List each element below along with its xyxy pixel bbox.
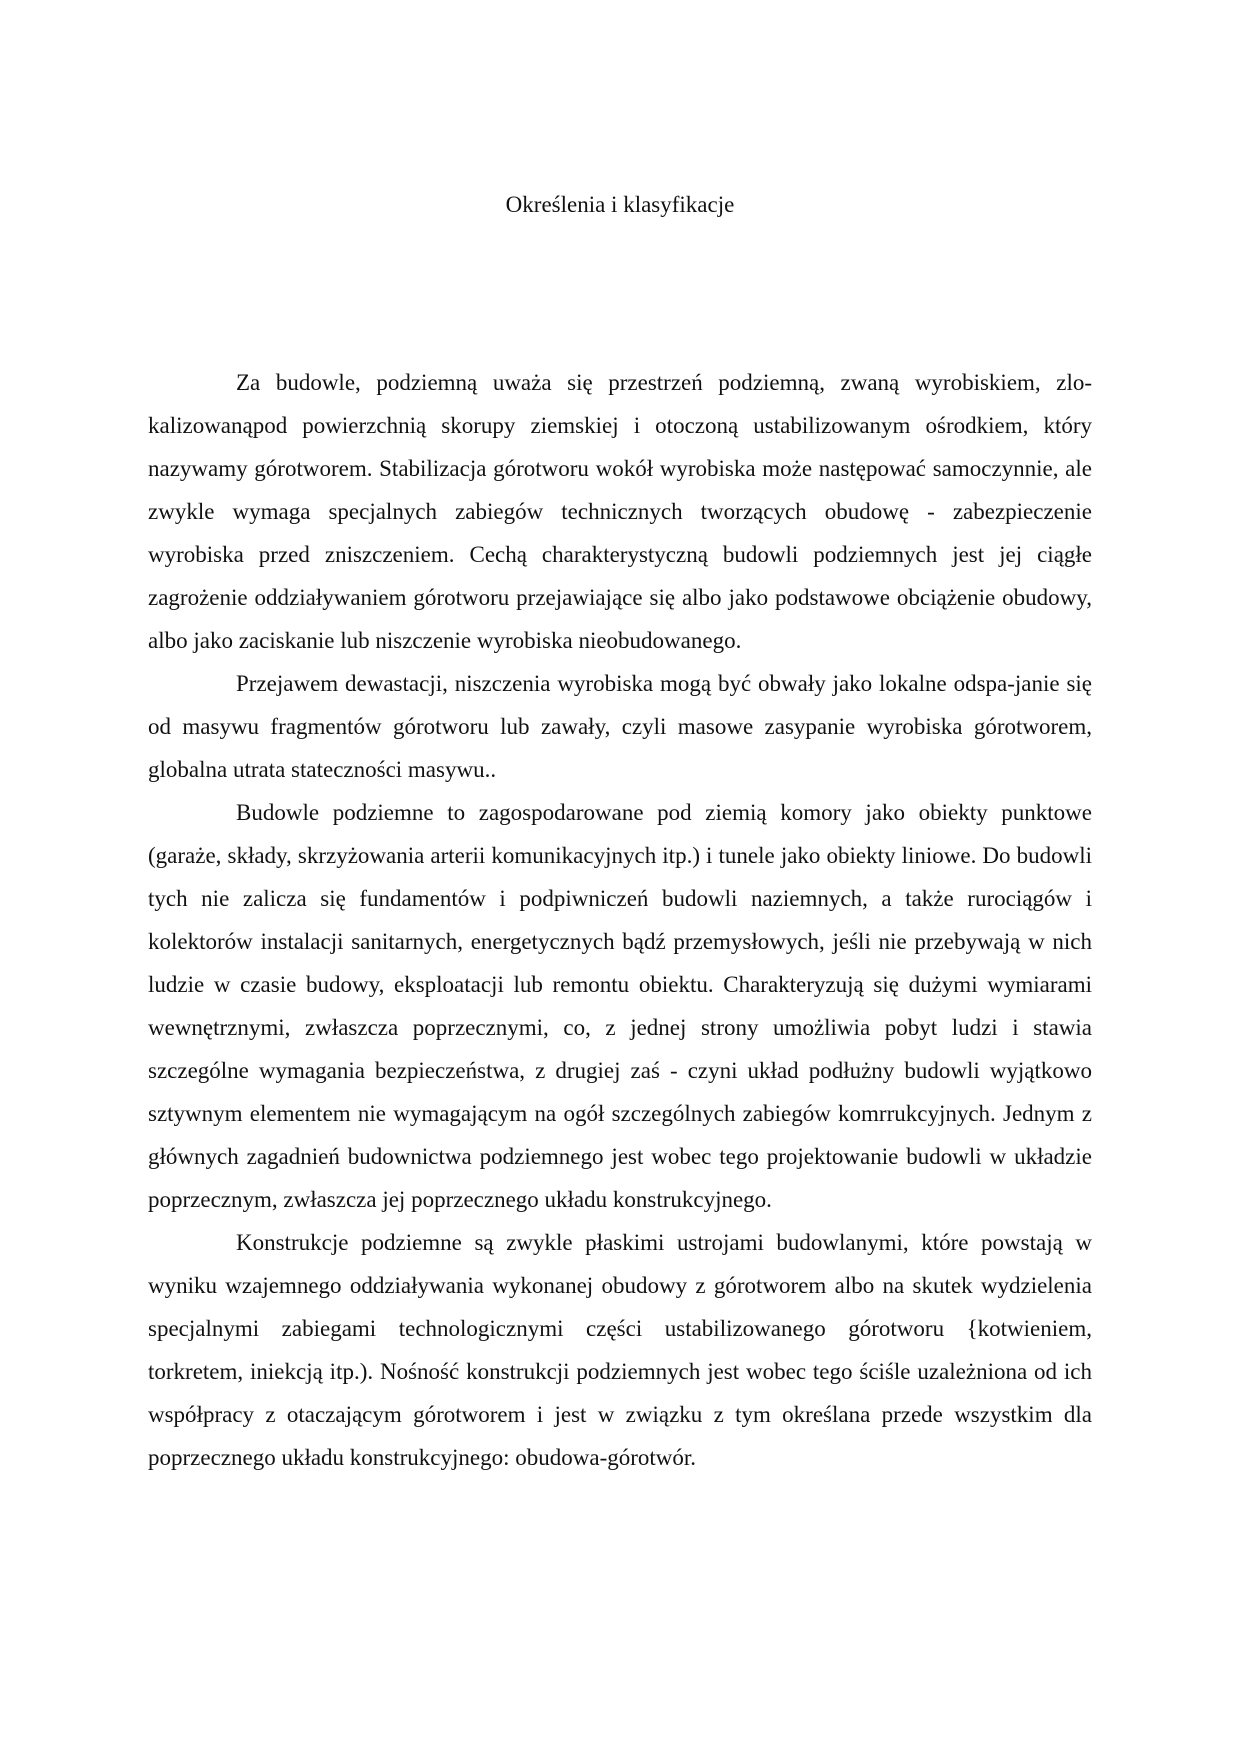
paragraph-3: Budowle podziemne to zagospodarowane pod ziemią komory jako obiekty punktowe (garaże, składy, skrzyżowania arterii komunikacyjnych itp.) i tunele jako obiekty liniowe. Do budowli tych nie zalicza się fundamentów i podpiwniczeń budowli naziemnych, a także rurociągów i kolektorów instalacji sanitarnych, energetycznych bądź przemysłowych, jeśli nie przebywają w nich ludzie w czasie budowy, eksploatacji lub remontu obiektu. Charakteryzują się dużymi wymiarami wewnętrznymi, zwłaszcza poprzecznymi, co, z jednej strony umożliwia pobyt ludzi i stawia szczególne wymagania bezpieczeństwa, z drugiej zaś - czyni układ podłużny budowli wyjątkowo sztywnym elementem nie wymagającym na ogół szczególnych zabiegów komrrukcyjnych. Jednym z głównych zagadnień budownictwa podziemnego jest wobec tego projektowanie budowli w układzie poprzecznym, zwłaszcza jej poprzecznego układu konstrukcyjnego. (148, 800, 1092, 1212)
paragraph-1: Za budowle, podziemną uważa się przestrzeń podziemną, zwaną wyrobiskiem, zlo-kalizowanąpod powierzchnią skorupy ziemskiej i otoczoną ustabilizowanym ośrodkiem, który nazywamy górotworem. Stabilizacja górotworu wokół wyrobiska może następować samoczynnie, ale zwykle wymaga specjalnych zabiegów technicznych tworzących obudowę - zabezpieczenie wyrobiska przed zniszczeniem. Cechą charakterystyczną budowli podziemnych jest jej ciągłe zagrożenie oddziaływaniem górotworu przejawiające się albo jako podstawowe obciążenie obudowy, albo jako zaciskanie lub niszczenie wyrobiska nieobudowanego. (148, 370, 1092, 653)
paragraph-4: Konstrukcje podziemne są zwykle płaskimi ustrojami budowlanymi, które powstają w wyniku wzajemnego oddziaływania wykonanej obudowy z górotworem albo na skutek wydzielenia specjalnymi zabiegami technologicznymi części ustabilizowanego górotworu {kotwieniem, torkretem, iniekcją itp.). Nośność konstrukcji podziemnych jest wobec tego ściśle uzależniona od ich współpracy z otaczającym górotworem i jest w związku z tym określana przede wszystkim dla poprzecznego układu konstrukcyjnego: obudowa-górotwór. (148, 1230, 1092, 1470)
page-title: Określenia i klasyfikacje (505, 192, 735, 217)
document-body (148, 361, 1092, 1479)
paragraph-2: Przejawem dewastacji, niszczenia wyrobiska mogą być obwały jako lokalne odspa-janie się od masywu fragmentów górotworu lub zawały, czyli masowe zasypanie wyrobiska górotworem, globalna utrata stateczności masywu.. (148, 671, 1092, 782)
